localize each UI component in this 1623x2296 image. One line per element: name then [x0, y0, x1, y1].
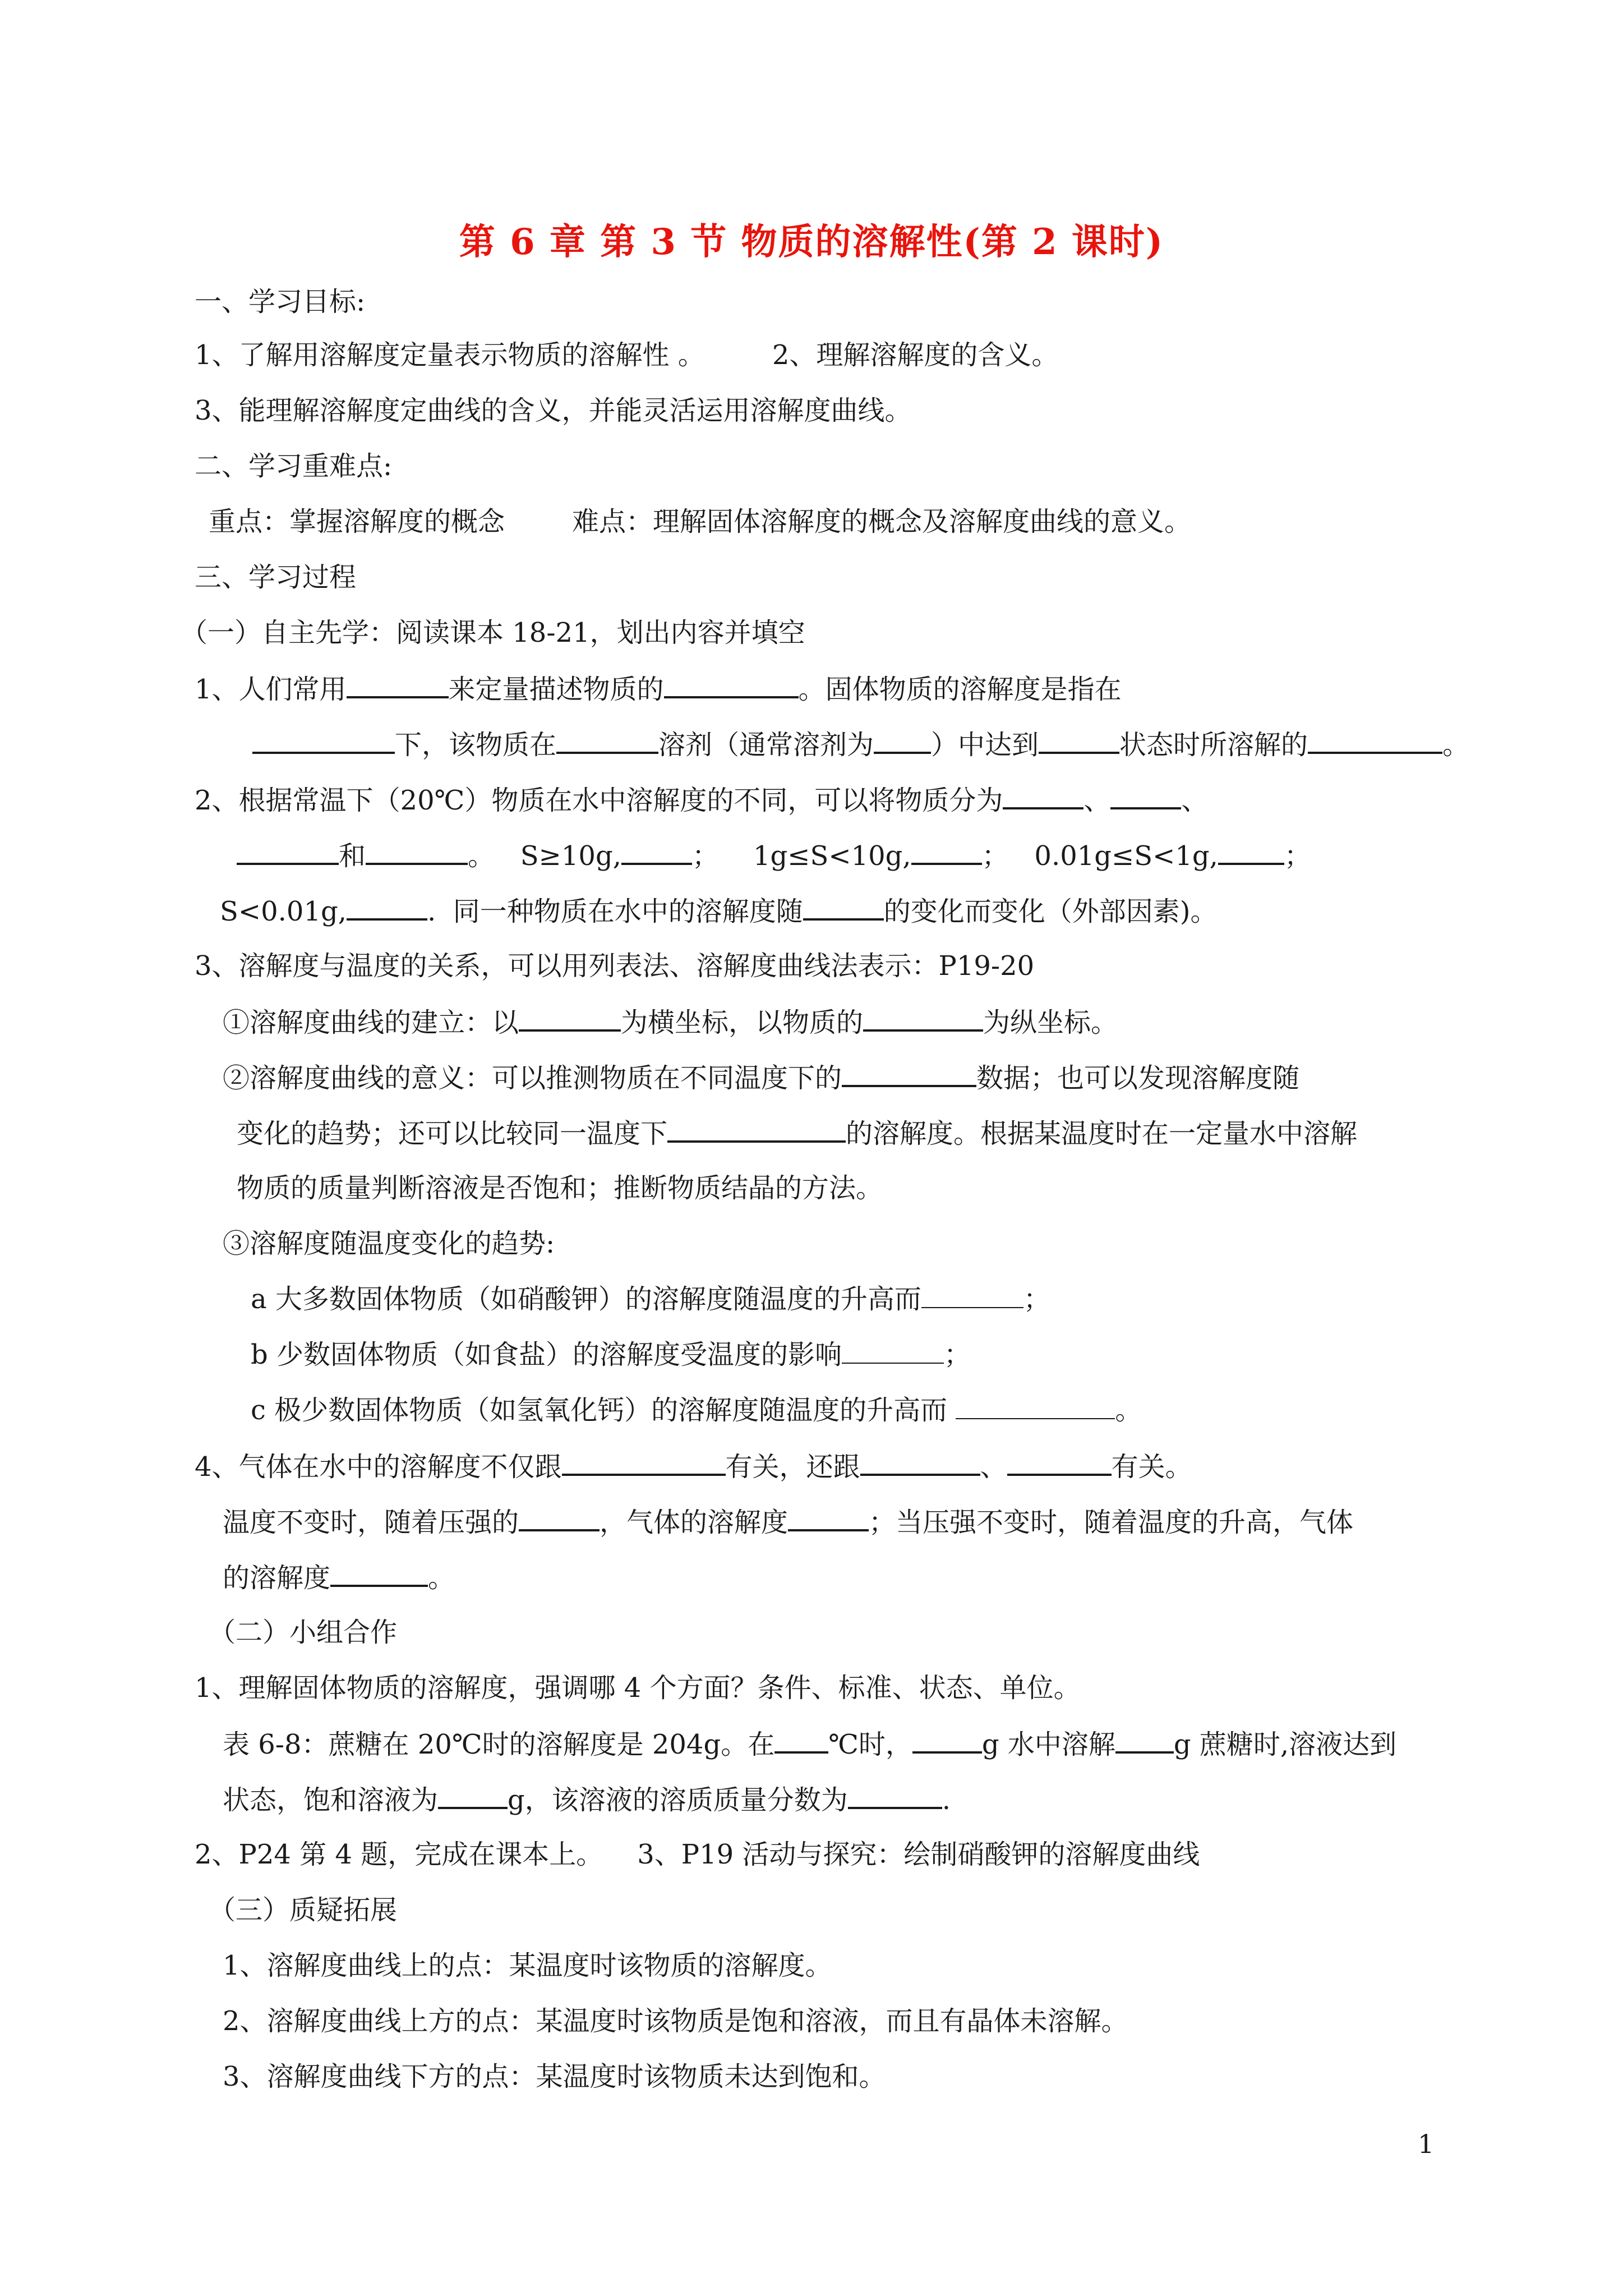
fill-blank	[911, 838, 982, 865]
question-3-item-3: ③溶解度随温度变化的趋势:	[223, 1228, 555, 1259]
text: 、	[1181, 785, 1209, 816]
text: 的溶解度。根据某温度时在一定量水中溶解	[846, 1118, 1358, 1149]
key-point: 重点：掌握溶解度的概念	[209, 506, 505, 537]
fill-blank	[1115, 1727, 1174, 1754]
text: 状态时所溶解的	[1119, 729, 1308, 761]
text: ①溶解度曲线的建立：以	[223, 1007, 519, 1038]
fill-blank	[921, 1282, 1023, 1308]
section-1-heading: 一、学习目标:	[195, 286, 366, 318]
text: 2、根据常温下（20℃）物质在水中溶解度的不同，可以将物质分为	[195, 785, 1003, 816]
text: . 同一种物质在水中的溶解度随	[427, 896, 803, 927]
question-3-item-2b	[237, 1116, 1357, 1151]
trend-b	[251, 1338, 971, 1372]
fill-blank	[788, 1504, 869, 1531]
fill-blank	[664, 671, 799, 698]
cooperation-2-3: 2、P24 第 4 题，完成在课本上。 3、P19 活动与探究：绘制硝酸钾的溶解度曲线	[195, 1839, 1200, 1870]
text: 。 S≥10g,	[468, 840, 621, 872]
text: 的溶解度	[223, 1562, 331, 1594]
question-3-item-2a	[223, 1060, 1299, 1095]
question-2-line-c	[220, 894, 1217, 928]
text: ；	[1023, 1283, 1050, 1315]
fill-blank	[803, 894, 884, 921]
text: 。	[1115, 1395, 1142, 1426]
text: 。固体物质的溶解度是指在	[798, 674, 1122, 705]
cooperation-1-line-a	[223, 1727, 1396, 1761]
fill-blank	[956, 1393, 1115, 1419]
fill-blank	[667, 1116, 846, 1143]
fill-blank	[1218, 838, 1284, 865]
extension-3: 3、溶解度曲线下方的点：某温度时该物质未达到饱和。	[223, 2061, 886, 2092]
fill-blank	[438, 1782, 508, 1809]
goal-2: 2、理解溶解度的含义。	[772, 339, 1059, 371]
fill-blank	[519, 1504, 600, 1531]
fill-blank	[519, 1005, 621, 1032]
cooperation-1: 1、理解固体物质的溶解度，强调哪 4 个方面？条件、标准、状态、单位。	[195, 1672, 1081, 1704]
fill-blank	[1308, 727, 1442, 754]
text: 为纵坐标。	[983, 1007, 1118, 1038]
question-4-line-b	[223, 1504, 1353, 1539]
text: S<0.01g,	[220, 896, 347, 927]
text: ）中达到	[931, 729, 1039, 761]
question-2-line-b	[237, 838, 1311, 873]
text: ； 1g≤S<10g,	[691, 840, 911, 872]
text: g 蔗糖时,溶液达到	[1173, 1729, 1397, 1760]
fill-blank	[848, 1782, 942, 1809]
question-3-item-1	[223, 1005, 1118, 1039]
fill-blank	[621, 838, 692, 865]
text: ；	[944, 1339, 971, 1370]
question-4-line-a	[195, 1449, 1192, 1484]
text: c 极少数固体物质（如氢氧化钙）的溶解度随温度的升高而	[251, 1395, 956, 1426]
difficult-point: 难点：理解固体溶解度的概念及溶解度曲线的意义。	[572, 506, 1192, 537]
fill-blank	[237, 838, 339, 865]
fill-blank	[874, 727, 931, 754]
text: 表 6-8：蔗糖在 20℃时的溶解度是 204g。在	[223, 1729, 775, 1760]
goal-3: 3、能理解溶解度定曲线的含义，并能灵活运用溶解度曲线。	[195, 395, 912, 426]
question-2-line-a	[195, 783, 1208, 817]
text: g 水中溶解	[981, 1729, 1115, 1760]
text: 下，该物质在	[395, 729, 557, 761]
text: ； 0.01g≤S<1g,	[981, 840, 1218, 872]
text: 、	[980, 1451, 1007, 1483]
fill-blank	[860, 1449, 980, 1476]
text: 1、人们常用	[195, 674, 347, 705]
text: 有关，还跟	[725, 1451, 860, 1483]
fill-blank	[842, 1060, 976, 1087]
fill-blank	[1003, 783, 1083, 809]
text: 和	[339, 840, 366, 872]
fill-blank	[330, 1560, 428, 1587]
question-1-line-a	[195, 671, 1122, 706]
part-2-heading: （二）小组合作	[209, 1617, 398, 1648]
text: ；当压强不变时，随着温度的升高，气体	[869, 1507, 1354, 1538]
text: ，气体的溶解度	[600, 1507, 789, 1538]
text: 有关。	[1111, 1451, 1192, 1483]
fill-blank	[842, 1338, 944, 1364]
fill-blank	[252, 727, 395, 754]
goal-1: 1、了解用溶解度定量表示物质的溶解性 。	[195, 339, 705, 371]
extension-1: 1、溶解度曲线上的点：某温度时该物质的溶解度。	[223, 1950, 832, 1981]
text: 、	[1083, 785, 1111, 816]
extension-2: 2、溶解度曲线上方的点：某温度时该物质是饱和溶液，而且有晶体未溶解。	[223, 2005, 1128, 2037]
text: .	[942, 1784, 951, 1816]
fill-blank	[774, 1727, 828, 1754]
text: 来定量描述物质的	[448, 674, 664, 705]
section-3-heading: 三、学习过程	[195, 562, 357, 593]
text: 变化的趋势；还可以比较同一温度下	[237, 1118, 668, 1149]
fill-blank	[556, 727, 658, 754]
fill-blank	[1110, 783, 1181, 809]
question-4-line-c	[223, 1560, 455, 1595]
question-1-line-b	[252, 727, 1469, 762]
text: 状态，饱和溶液为	[223, 1784, 439, 1816]
cooperation-1-line-b	[223, 1782, 951, 1817]
part-3-heading: （三）质疑拓展	[209, 1894, 398, 1926]
section-2-heading: 二、学习重难点:	[195, 450, 393, 482]
text: 温度不变时，随着压强的	[223, 1507, 519, 1538]
text: 。	[428, 1562, 455, 1594]
trend-c	[251, 1393, 1142, 1427]
question-3-item-2c: 物质的质量判断溶液是否饱和；推断物质结晶的方法。	[237, 1172, 883, 1204]
page-number: 1	[1418, 2129, 1435, 2159]
fill-blank	[366, 838, 468, 865]
text: 4、气体在水中的溶解度不仅跟	[195, 1451, 562, 1483]
text: 溶剂（通常溶剂为	[658, 729, 874, 761]
fill-blank	[912, 1727, 982, 1754]
text: 的变化而变化（外部因素)。	[883, 896, 1218, 927]
text: ②溶解度曲线的意义：可以推测物质在不同温度下的	[223, 1062, 842, 1094]
goal-line-1	[195, 338, 1058, 372]
key-difficult-line	[209, 505, 1191, 539]
text: 。	[1442, 729, 1470, 761]
text: g，该溶液的溶质质量分数为	[508, 1784, 848, 1816]
fill-blank	[347, 894, 427, 921]
part-1-heading: （一）自主先学：阅读课本 18-21，划出内容并填空	[181, 617, 805, 648]
text: a 大多数固体物质（如硝酸钾）的溶解度随温度的升高而	[251, 1283, 921, 1315]
fill-blank	[562, 1449, 726, 1476]
text: ℃时，	[828, 1729, 912, 1760]
fill-blank	[347, 671, 449, 698]
fill-blank	[1007, 1449, 1112, 1476]
fill-blank	[1039, 727, 1119, 754]
fill-blank	[863, 1005, 983, 1032]
text: 数据；也可以发现溶解度随	[976, 1062, 1300, 1094]
question-3: 3、溶解度与温度的关系，可以用列表法、溶解度曲线法表示：P19-20	[195, 950, 1035, 982]
trend-a	[251, 1282, 1050, 1316]
text: b 少数固体物质（如食盐）的溶解度受温度的影响	[251, 1339, 842, 1370]
text: ；	[1284, 840, 1311, 872]
text: 为横坐标，以物质的	[621, 1007, 864, 1038]
document-title: 第 6 章 第 3 节 物质的溶解性(第 2 课时)	[459, 221, 1164, 263]
